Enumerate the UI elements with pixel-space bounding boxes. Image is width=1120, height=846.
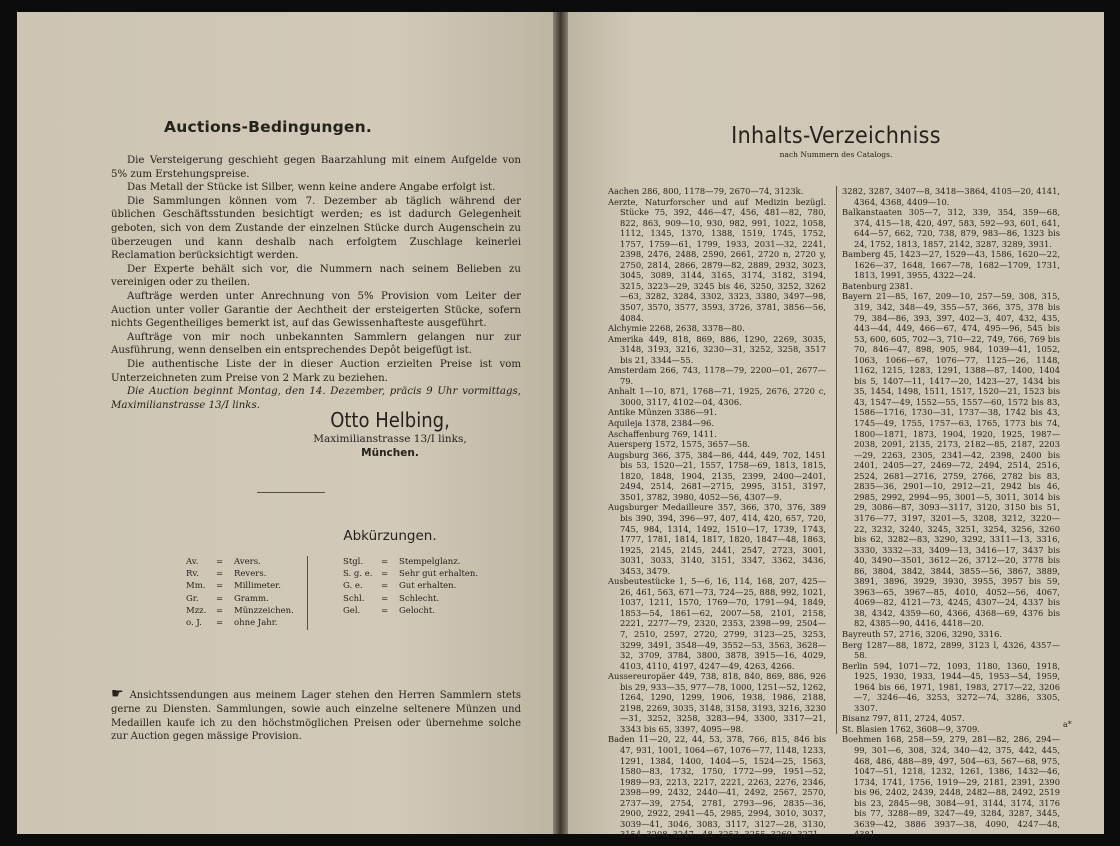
equals-sign: =: [381, 581, 389, 592]
abbreviation-row: [186, 568, 294, 580]
abbreviation: Schl.: [343, 593, 365, 604]
signature-address: Maximilianstrasse 13/I links,: [313, 433, 467, 445]
equals-sign: =: [216, 581, 224, 592]
condition-paragraph: Die Versteigerung geschieht gegen Baarzahlung mit einem Aufgelde von 5% zum Erstehungspreise.: [111, 155, 521, 180]
index-entry: Baden 11—20, 22, 44, 53, 378, 766, 815, 846 bis 47, 931, 1001, 1064—67, 1076—77, 1148, 1233, 1291, 1384, 1400, 1404—5, 1524—25, 1563, 1580—83, 1732, 1750, 1772—99, 1951—52, 1989—93, 2213, 2217, 2221, 2263, 2276, 2346, 2398—99, 2432, 2440—41, 2492, 2567, 2570, 2737—39, 2754, 2781, 2793—96, 2835—36, 2900, 2922, 2941—45, 2985, 2994, 3010, 3037, 3039—41, 3046, 3083, 3117, 3127—28, 3130, 3154, 3208, 3247—48, 3253, 3255, 3260, 3271,: [608, 734, 826, 840]
index-entry: Bisanz 797, 811, 2724, 4057.: [842, 713, 965, 724]
abbreviation-row: [186, 593, 294, 605]
abbreviation-meaning: Schlecht.: [399, 593, 440, 604]
abbreviation-meaning: Münzzeichen.: [234, 605, 294, 616]
index-entry: Auersperg 1572, 1575, 3657—58.: [608, 439, 750, 450]
index-entry: Aquileja 1378, 2384—96.: [608, 418, 715, 429]
abbreviation: G. e.: [343, 581, 363, 592]
condition-paragraph: Aufträge von mir noch unbekannten Sammlern gelangen nur zur Ausführung, wenn denselben ein entsprechendes Depôt beigefügt ist.: [111, 331, 521, 357]
abbreviation: Gr.: [186, 593, 199, 604]
equals-sign: =: [216, 557, 224, 567]
index-entry: Amsterdam 266, 743, 1178—79, 2200—01, 2677—79.: [608, 365, 826, 386]
equals-sign: =: [381, 557, 389, 567]
index-entry: 3282, 3287, 3407—8, 3418—3864, 4105—20, 4141, 4364, 4368, 4409—10.: [842, 186, 1060, 207]
condition-paragraph: Die Sammlungen können vom 7. Dezember ab täglich während der üblichen Geschäftsstunden besichtigt werden; es ist dadurch Gelegenheit geboten, sich von dem Zustande der einzelnen Stücke durch Augenschein zu überzeugen und kann deshalb nach erfolgtem Zuschlage keinerlei Reclamation berücksichtigt werden.: [111, 195, 521, 262]
abbreviation-meaning: ohne Jahr.: [234, 618, 278, 629]
abbreviation-row: [343, 593, 478, 605]
abbreviation-meaning: Revers.: [234, 569, 267, 580]
index-entry: St. Blasien 1762, 3608—9, 3709.: [842, 723, 980, 734]
abbreviations-left-list: [186, 556, 294, 629]
index-entry: Augsburg 366, 375, 384—86, 444, 449, 702, 1451 bis 53, 1520—21, 1557, 1758—69, 1813, 1815, 1820, 1848, 1904, 2135, 2399, 2400—2401, 2494, 2514, 2681—2715, 2995, 3151, 3197, 3501, 3782, 3980, 4052—56, 4307—9.: [608, 449, 826, 502]
abbreviation-meaning: Gelocht.: [399, 605, 436, 616]
index-entry: Bayreuth 57, 2716, 3206, 3290, 3316.: [842, 628, 1003, 639]
notice-text: Ansichtssendungen aus meinem Lager stehen den Herren Sammlern stets gerne zu Diensten. Sammlungen, sowie auch einzelne seltenere Münzen und Medaillen kaufe ich zu den höchstmöglichen Preisen oder übernehme solche zur Auction gegen mässige Provision.: [111, 690, 521, 743]
abbreviations-divider: [307, 556, 308, 630]
index-entry: Amerika 449, 818, 869, 886, 1290, 2269, 3035, 3148, 3193, 3216, 3230—31, 3252, 3258, 3517 bis 21, 3344—55.: [608, 333, 826, 365]
index-entry: Anhalt 1—10, 871, 1768—71, 1925, 2676, 2720 c, 3000, 3117, 4102—04, 4306.: [608, 386, 826, 407]
equals-sign: =: [216, 605, 224, 616]
condition-paragraph: Der Experte behält sich vor, die Nummern nach seinem Belieben zu vereinigen oder zu theilen.: [111, 263, 521, 289]
equals-sign: =: [381, 569, 389, 580]
abbreviations-title: Abkürzungen.: [343, 528, 437, 544]
divider-rule: [257, 492, 325, 493]
index-entry: Aerzte, Naturforscher und auf Medizin bezügl. Stücke 75, 392, 446—47, 456, 481—82, 780, 822, 863, 909—10, 930, 982, 991, 1022, 1058, 1112, 1345, 1370, 1388, 1519, 1745, 1752, 1757, 1759—61, 1799, 1933, 2031—32, 2241, 2398, 2476, 2488, 2590, 2661, 2720 n, 2720 y, 2750, 2814, 2866, 2879—82, 2889, 2932, 3023, 3045, 3089, 3144, 3165, 3174, 3182, 3194, 3215, 3223—29, 3245 bis 46, 3250, 3252, 3262—63, 3282, 3284, 3302, 3323, 3380, 3497—98, 3507, 3570, 3577, 3593, 3726, 3781, 3856—56, 4084.: [608, 196, 826, 323]
equals-sign: =: [381, 593, 389, 604]
abbreviation: o. J.: [186, 618, 202, 629]
abbreviation-meaning: Stempelglanz.: [399, 557, 461, 567]
signature-city: München.: [361, 447, 419, 459]
abbreviation: S. g. e.: [343, 569, 373, 580]
abbreviation-meaning: Millimeter.: [234, 581, 281, 592]
index-entry: Augsburger Medailleure 357, 366, 370, 376, 389 bis 390, 394, 396—97, 407, 414, 420, 657, 720, 745, 984, 1314, 1492, 1510—17, 1739, 1743, 1777, 1781, 1814, 1817, 1820, 1847—48, 1863, 1925, 2145, 2145, 2441, 2547, 2723, 3001, 3031, 3033, 3140, 3151, 3347, 3362, 3436, 3453, 3479.: [608, 502, 826, 576]
index-entry: Bayern 21—85, 167, 209—10, 257—59, 308, 315, 319, 342, 348—49, 355—57, 366, 375, 378 bis 79, 384—86, 393, 397, 402—3, 407, 432, 435, 443—44, 449, 466—67, 474, 495—96, 545 bis 53, 600, 605, 702—3, 710—22, 749, 766, 769 bis 70, 846—47, 898, 905, 984, 1039—41, 1052, 1063, 1066—67, 1076—77, 1125—26, 1148, 1162, 1215, 1283, 1291, 1388—87, 1400, 1404 bis 5, 1407—11, 1417—20, 1423—27, 1434 bis 35, 1454, 1498, 1511, 1517, 1520—21, 1523 bis 43, 1547—49, 1552—55, 1557—60, 1572 bis 83, 1586—1716, 1730—31, 1737—38, 1742 bis 43, 1745—49, 1755, 1757—63, 1765, 1773 bis 74, 1800—1871, 1873, 1904, 1920, 1925, 1987—2038, 2091, 2135, 2173, 2182—85, 2187, 2203—29, 2263, 2305, 2341—42, 2398, 2400 bis 2401, 2405—27, 2469—72, 2494, 2514, 2516, 2524, 2681—2716, 2759, 2766, 2782 bis 83, 2835—36, 2901—10, 2912—21, 2942 bis 46, 2985, 2992, 2994—95, 3001—5, 3011, 3014 bis 29, 3086—87, 3093—3117, 3120, 3150 bis 51, 3176—77, 3197, 3201—5, 3208, 3212, 3220—22, 3232, 3240, 3245, 3251, 3254, 3256, 3260 bis 62, 3282—83, 3290, 3292, 3311—13, 3316, 3330, 3332—33, 3409—13, 3416—17, 3437 bis 40, 3490—3501, 3612—26, 3712—20, 3778 bis 86, 3804, 3842, 3844, 3855—56, 3867, 3889, 3891, 3896, 3929, 3930, 3955, 3957 bis 59, 3963—65, 3967—85, 4010, 4052—56, 4067, 4069—82, 4121—73, 4245, 4307—24, 4337 bis 38, 4342, 4359—60, 4366, 4368—69, 4376 bis 82, 4385—90, 4416, 4418—20.: [842, 291, 1060, 629]
index-entry: Balkanstaaten 305—7, 312, 339, 354, 359—68, 374, 415—18, 420, 497, 583, 592—93, 601, 641, 644—57, 662, 720, 738, 879, 983—86, 1323 bis 24, 1752, 1813, 1857, 2142, 3287, 3289, 3931.: [842, 207, 1060, 249]
abbreviation-row: [343, 568, 478, 580]
condition-paragraph: Die authentische Liste der in dieser Auction erzielten Preise ist vom Unterzeichneten zum Preise von 2 Mark zu beziehen.: [111, 358, 521, 384]
index-column-1: [608, 186, 826, 840]
notice-paragraph: [111, 688, 521, 744]
index-entry: Antike Münzen 3386—91.: [608, 407, 717, 418]
index-entry: Alchymie 2268, 2638, 3378—80.: [608, 323, 745, 334]
equals-sign: =: [216, 593, 224, 604]
abbreviation: Rv.: [186, 569, 199, 580]
condition-paragraph: Das Metall der Stücke ist Silber, wenn keine andere Angabe erfolgt ist.: [127, 182, 496, 194]
abbreviation-meaning: Gut erhalten.: [399, 581, 457, 592]
pointing-hand-icon: ☛: [111, 686, 124, 702]
index-subtitle: nach Nummern des Catalogs.: [779, 150, 893, 159]
page-signature-mark: a*: [1063, 720, 1072, 729]
abbreviation-row: [186, 580, 294, 592]
index-entry: Aussereuropäer 449, 738, 818, 840, 869, 886, 926 bis 29, 933—35, 977—78, 1000, 1251—52, 1262, 1264, 1290, 1299, 1906, 1938, 1986, 2188, 2198, 2269, 3035, 3148, 3158, 3193, 3216, 3230—31, 3252, 3258, 3283—94, 3300, 3317—21, 3343 bis 65, 3397, 4095—98.: [608, 671, 827, 734]
signature-name: Otto Helbing,: [330, 408, 450, 432]
index-entry: Berlin 594, 1071—72, 1093, 1180, 1360, 1918, 1925, 1930, 1933, 1944—45, 1953—54, 1959, 1964 bis 66, 1971, 1981, 1983, 2717—22, 3206—7, 3246—46, 3253, 3272—74, 3286, 3305, 3307.: [842, 660, 1060, 713]
index-column-divider: [836, 186, 837, 734]
index-entry: Batenburg 2381.: [842, 280, 913, 291]
abbreviation-meaning: Avers.: [234, 557, 261, 567]
abbreviation-row: [186, 605, 294, 617]
auction-start-note: Die Auction beginnt Montag, den 14. Dezember, präcis 9 Uhr vormittags, Maximilianstrasse 13/I links.: [111, 386, 521, 411]
abbreviation-row: [186, 617, 294, 629]
equals-sign: =: [216, 569, 224, 580]
index-entry: Ausbeutestücke 1, 5—6, 16, 114, 168, 207, 425—26, 461, 563, 671—73, 724—25, 888, 992, 1021, 1037, 1211, 1570, 1769—70, 1791—94, 1849, 1853—54, 1861—62, 2007—58, 2101, 2158, 2221, 2277—79, 2320, 2353, 2398—99, 2504—7, 2510, 2597, 2720, 2799, 3123—25, 3253, 3299, 3491, 3548—49, 3552—53, 3563, 3628—32, 3709, 3784, 3800, 3878, 3915—16, 4029, 4103, 4110, 4197, 4247—49, 4263, 4266.: [608, 576, 826, 671]
abbreviation: Mm.: [186, 581, 206, 592]
index-entry: Bamberg 45, 1423—27, 1529—43, 1586, 1620—22, 1626—37, 1648, 1667—78, 1682—1709, 1731, 1813, 1991, 3955, 4322—24.: [842, 249, 1060, 281]
condition-paragraph: Aufträge werden unter Anrechnung von 5% Provision vom Leiter der Auction unter voller Garantie der Aechtheit der ersteigerten Stücke, sofern nichts Gegentheiliges bemerkt ist, auf das Gewissenhafteste ausgeführt.: [111, 290, 521, 330]
abbreviation: Stgl.: [343, 557, 364, 567]
conditions-title: Auctions-Bedingungen.: [164, 118, 372, 136]
abbreviation-meaning: Sehr gut erhalten.: [399, 569, 479, 580]
abbreviation-row: [343, 580, 478, 592]
abbreviation-row: [343, 556, 478, 568]
index-title: Inhalts-Verzeichniss: [731, 123, 941, 149]
index-column-2: [842, 186, 1060, 840]
index-entry: Aschaffenburg 769, 1411.: [608, 428, 717, 439]
equals-sign: =: [381, 605, 389, 616]
abbreviations-right-list: [343, 556, 478, 617]
conditions-body: [111, 154, 521, 412]
index-entry: Boehmen 168, 258—59, 279, 281—82, 286, 294—99, 301—6, 308, 324, 340—42, 375, 442, 445, 468, 486, 488—89, 497, 504—63, 567—68, 975, 1047—51, 1218, 1232, 1261, 1386, 1432—46, 1734, 1741, 1756, 1919—29, 2181, 2391, 2390 bis 96, 2402, 2439, 2448, 2482—88, 2492, 2519 bis 23, 2845—98, 3084—91, 3144, 3174, 3176 bis 77, 3288—89, 3247—49, 3284, 3287, 3445, 3639—42, 3886 3937—38, 4090, 4247—48, 4381.: [842, 734, 1060, 840]
abbreviation-row: [186, 556, 294, 568]
index-entry: Berg 1287—88, 1872, 2899, 3123 l, 4326, 4357—58.: [842, 639, 1060, 661]
index-entry: Aachen 286, 800, 1178—79, 2670—74, 3123k.: [608, 186, 804, 196]
abbreviation: Gel.: [343, 605, 361, 616]
abbreviation-meaning: Gramm.: [234, 593, 269, 604]
abbreviation-row: [343, 605, 478, 617]
abbreviation: Mzz.: [186, 605, 207, 616]
equals-sign: =: [216, 618, 224, 629]
abbreviation: Av.: [186, 557, 199, 567]
